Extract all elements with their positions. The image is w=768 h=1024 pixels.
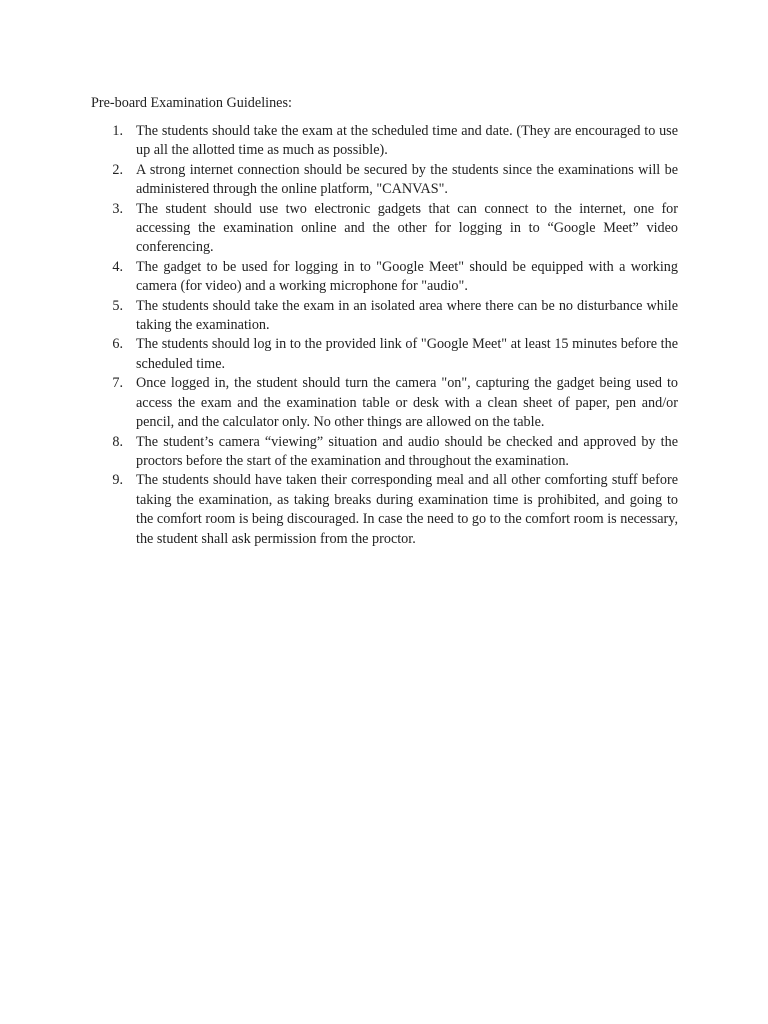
item-number: 1. [112,123,123,139]
guideline-item-7 [91,374,678,432]
item-number: 5. [112,297,123,314]
guideline-item-8 [91,433,678,472]
item-text: The students should log in to the provided link of "Google Meet" at least 15 minutes before the scheduled time. [136,336,678,372]
item-number: 4. [112,258,123,275]
item-text: The students should take the exam at the scheduled time and date. (They are encouraged to use up all the allotted time as much as possible). [136,123,678,159]
guideline-item-5 [91,297,678,336]
guideline-item-4 [91,258,678,297]
item-text: The gadget to be used for logging in to "Google Meet" should be equipped with a working camera (for video) and a working microphone for "audio". [136,258,678,295]
document-title: Pre-board Examination Guidelines: [91,95,292,111]
item-text: The students should have taken their corresponding meal and all other comforting stuff before taking the examination, as taking breaks during examination time is prohibited, and going to the comfort room is being discouraged. In case the need to go to the comfort room is necessary, the student shall ask permission from the proctor. [136,472,678,547]
item-text: A strong internet connection should be secured by the students since the examinations will be administered through the online platform, "CANVAS". [136,161,678,198]
guideline-item-9 [91,471,678,549]
item-number: 7. [112,375,123,392]
item-number: 2. [112,161,123,178]
item-text: The student should use two electronic gadgets that can connect to the internet, one for accessing the examination online and the other for logging in to “Google Meet” video conferencing. [136,200,678,256]
item-text: The student’s camera “viewing” situation and audio should be checked and approved by the proctors before the start of the examination and throughout the examination. [136,433,678,469]
guidelines-list [91,122,678,549]
item-text: Once logged in, the student should turn the camera "on", capturing the gadget being used to access the exam and the examination table or desk with a clean sheet of paper, pen and/or pencil, and the calculator only. No other things are allowed on the table. [136,375,678,431]
item-number: 9. [112,472,123,489]
guideline-item-6 [91,335,678,374]
item-text: The students should take the exam in an isolated area where there can be no disturbance while taking the examination. [136,297,678,334]
guideline-item-1 [91,122,678,161]
guideline-item-2 [91,161,678,200]
item-number: 8. [112,433,123,450]
guideline-item-3 [91,200,678,258]
item-number: 3. [112,200,123,217]
item-number: 6. [112,336,123,353]
